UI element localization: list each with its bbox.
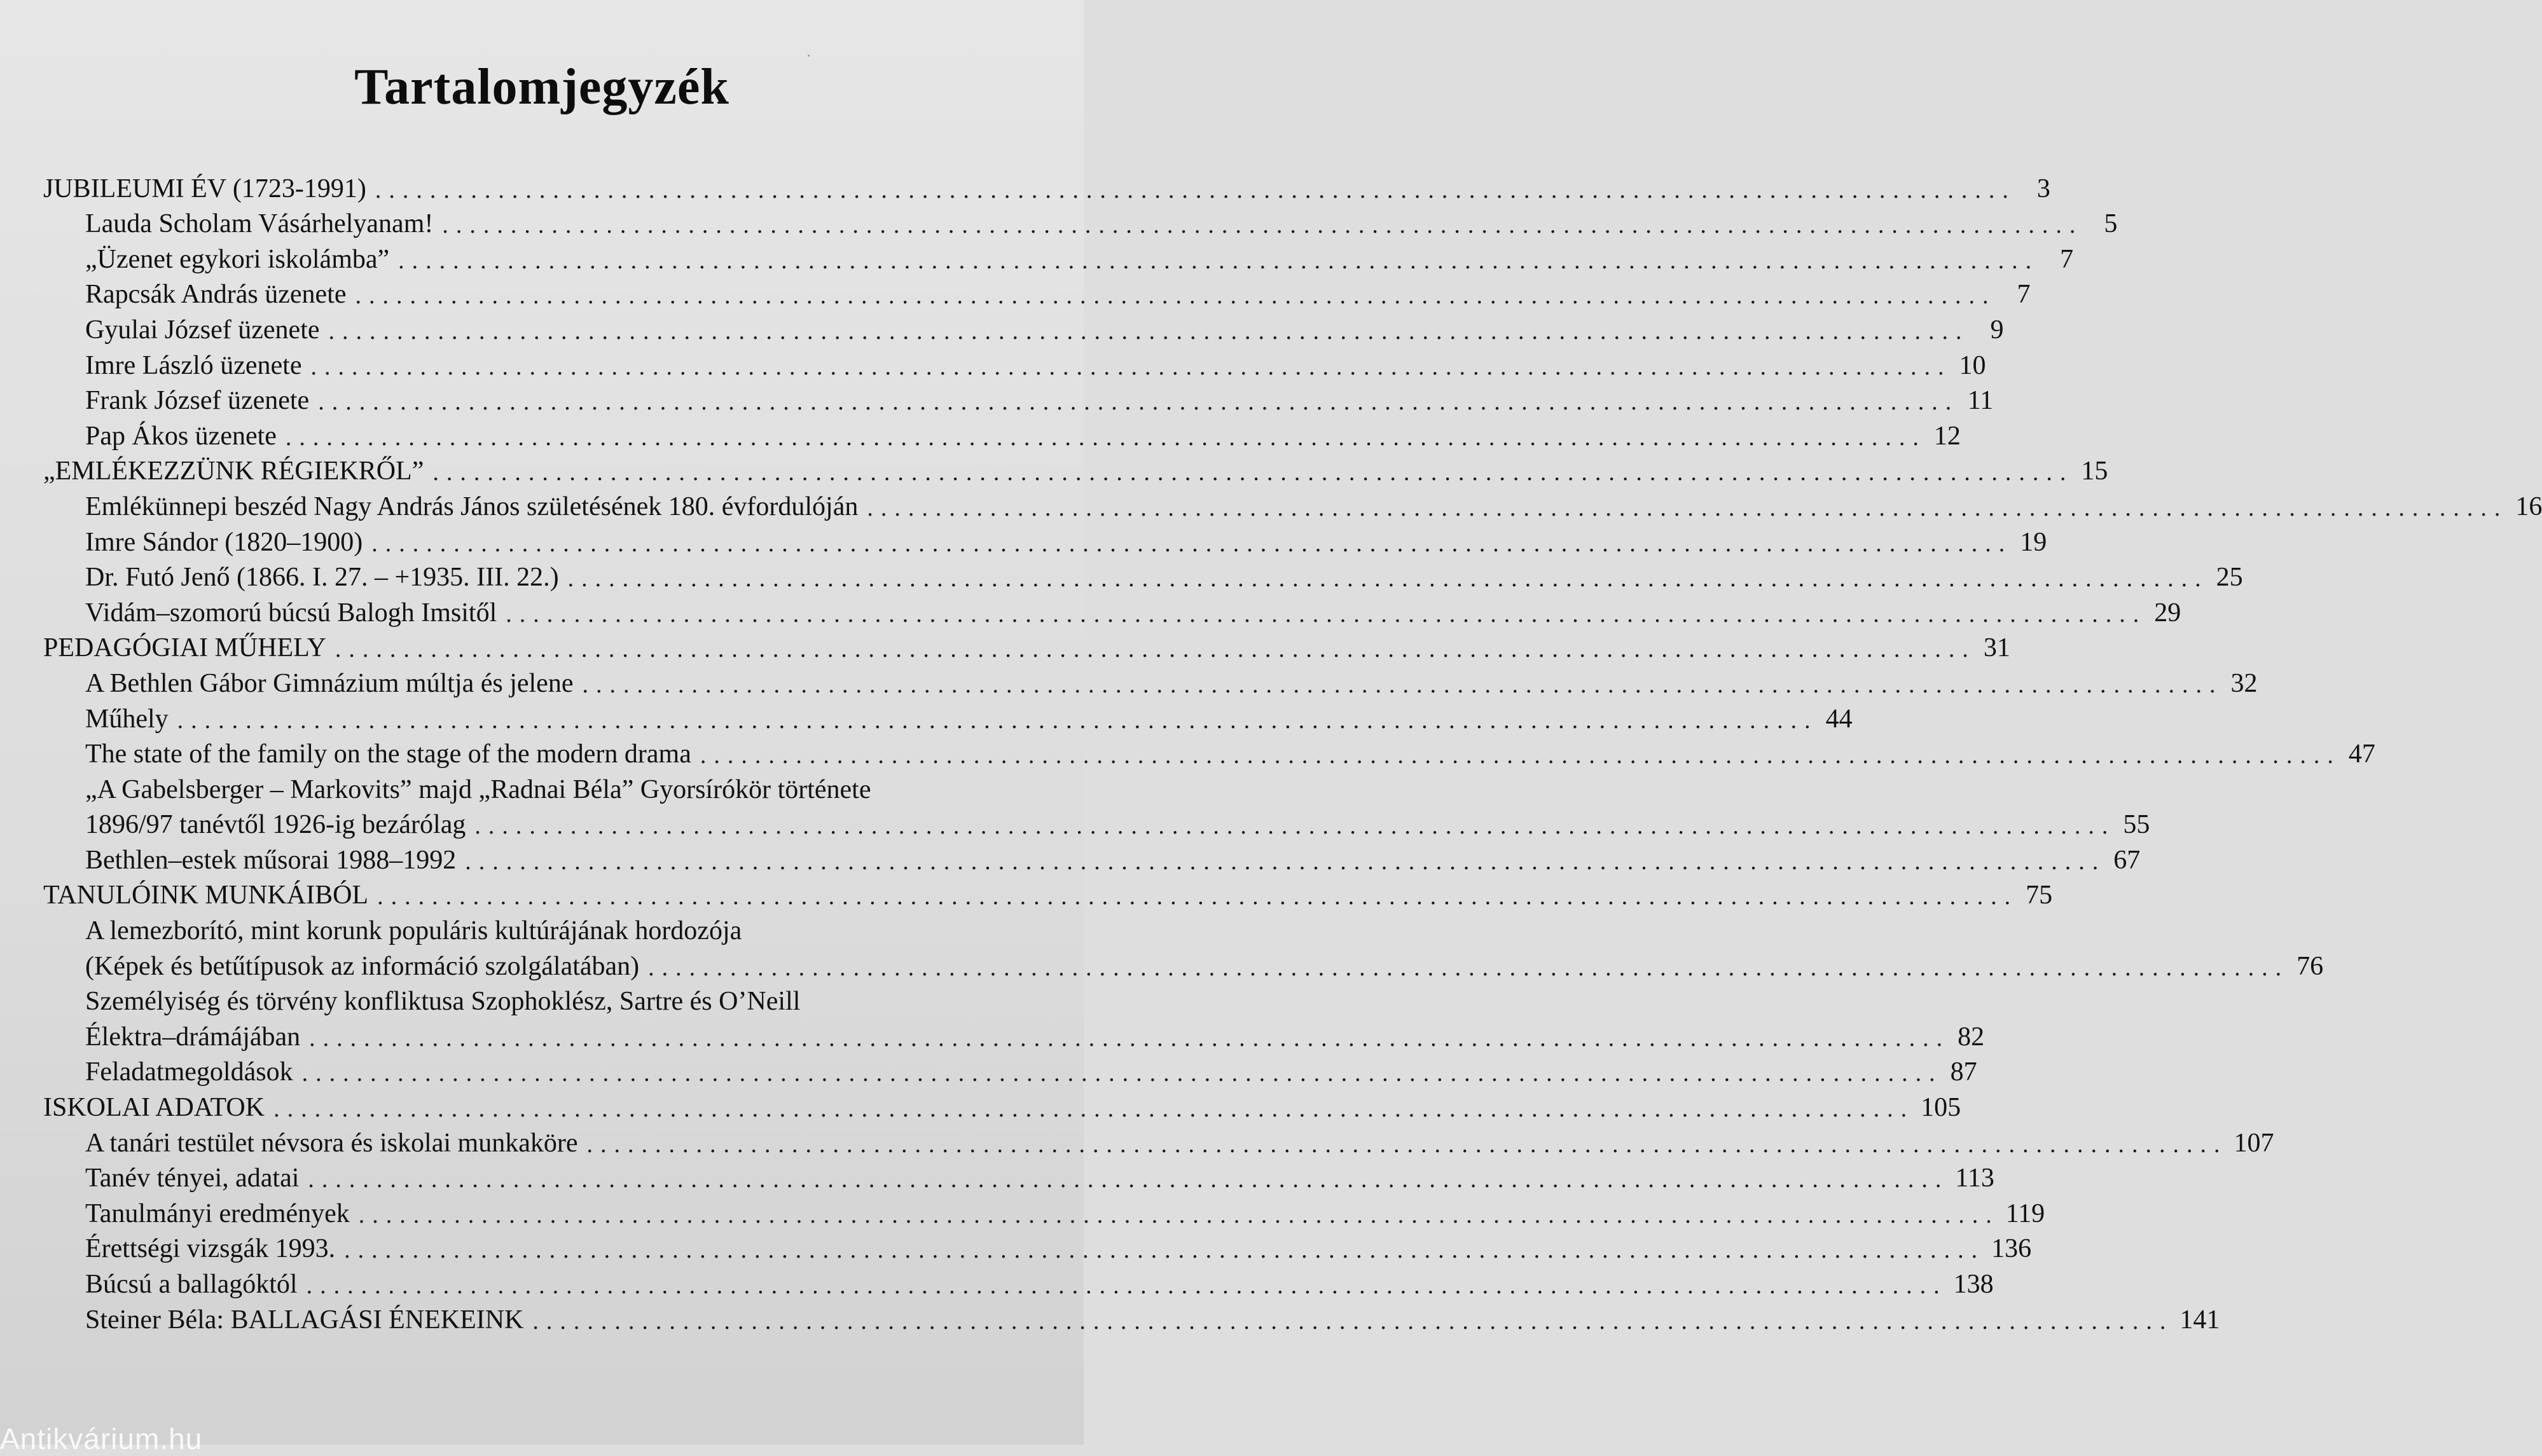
dot-leader: ........................................................................................................................ [432, 459, 2074, 486]
toc-page-number: 76 [2297, 951, 2324, 981]
toc-page-number: 82 [1958, 1022, 1985, 1052]
toc-page-number: 25 [2216, 563, 2243, 593]
toc-section [43, 626, 2010, 663]
table-of-contents [43, 167, 2542, 1335]
dot-leader: ........................................................................................................................ [442, 212, 2083, 239]
dot-leader: ........................................................................................................................ [335, 636, 1976, 663]
toc-page-number: 136 [1991, 1234, 2032, 1264]
toc-entry-title: A tanári testület névsora és iskolai munkaköre [85, 1128, 578, 1158]
toc-section [43, 874, 2053, 910]
toc-subentry [43, 980, 998, 1015]
toc-page-number: 19 [2020, 527, 2047, 557]
toc-page-number: 29 [2154, 598, 2181, 628]
toc-page-number: 44 [1825, 704, 1853, 734]
toc-subentry [43, 944, 2324, 981]
toc-entry-title: The state of the family on the stage of the modern drama [85, 739, 691, 769]
toc-entry-title: Rapcsák András üzenete [85, 280, 347, 310]
toc-entry-title: Vidám–szomorú búcsú Balogh Imsitől [85, 598, 497, 628]
toc-page-number: 138 [1953, 1270, 1994, 1299]
toc-entry-title: Személyiség és törvény konfliktusa Szophoklész, Sartre és O’Neill [85, 987, 801, 1017]
toc-page-number: 16 [2515, 491, 2542, 521]
toc-entry-title: Imre László üzenete [85, 350, 302, 380]
dot-leader: ........................................................................................................................ [308, 1166, 1949, 1193]
toc-subentry [43, 343, 1986, 380]
toc-subentry [43, 484, 2542, 521]
toc-page-number: 67 [2113, 845, 2141, 875]
toc-subentry [43, 414, 1961, 451]
toc-page-number: 75 [2026, 881, 2053, 910]
dot-leader: ........................................................................................................................ [867, 494, 2508, 521]
toc-page-number: 7 [2017, 280, 2031, 310]
toc-page-number: 105 [1921, 1093, 1961, 1123]
toc-subentry [43, 1262, 1994, 1299]
dot-leader: ........................................................................................................................ [465, 848, 2106, 875]
watermark-text: Antikvárium.hu [0, 1422, 203, 1455]
toc-page-number: 113 [1955, 1164, 1994, 1193]
toc-page-number: 87 [1950, 1057, 1977, 1087]
toc-page-number: 3 [2036, 174, 2050, 203]
dot-leader: ........................................................................................................................ [375, 176, 2016, 203]
toc-subentry [43, 838, 2141, 875]
dot-leader: ........................................................................................................................ [285, 423, 1926, 451]
dot-leader: ........................................................................................................................ [398, 247, 2040, 274]
toc-entry-title: Dr. Futó Jenő (1866. I. 27. – +1935. III. 22.) [85, 563, 559, 593]
toc-entry-title: „A Gabelsberger – Markovits” majd „Radnai Béla” Gyorsírókör története [85, 774, 871, 804]
toc-subentry [43, 732, 2375, 769]
toc-entry-title: Műhely [85, 704, 169, 734]
toc-page-number: 47 [2348, 739, 2375, 769]
toc-page-number: 32 [2230, 668, 2258, 698]
dot-leader: ........................................................................................................................ [358, 1201, 2000, 1228]
dot-leader: ........................................................................................................................ [474, 813, 2116, 840]
toc-subentry [43, 237, 2074, 274]
dot-leader: ........................................................................................................................ [532, 1307, 2174, 1335]
toc-entry-title: JUBILEUMI ÉV (1723-1991) [43, 174, 366, 203]
toc-subentry [43, 308, 2004, 345]
dot-leader: ........................................................................................................................ [567, 565, 2209, 593]
toc-entry-title: ISKOLAI ADATOK [43, 1093, 265, 1123]
toc-page-number: 7 [2060, 244, 2074, 274]
toc-subentry [43, 767, 998, 803]
toc-section [43, 450, 2108, 486]
toc-entry-title: Imre Sándor (1820–1900) [85, 527, 363, 557]
toc-page-number: 15 [2081, 457, 2108, 486]
toc-entry-title: Tanév tényei, adatai [85, 1164, 300, 1193]
toc-subentry [43, 591, 2181, 628]
toc-entry-title: Érettségi vizsgák 1993. [85, 1234, 336, 1264]
toc-subentry [43, 1298, 2220, 1335]
dot-leader: ........................................................................................................................ [328, 317, 1970, 345]
toc-subentry [43, 909, 998, 944]
toc-page-number: 141 [2179, 1305, 2220, 1335]
toc-page-number: 55 [2123, 810, 2150, 840]
toc-subentry [43, 273, 2031, 310]
toc-page-number: 10 [1959, 350, 1986, 380]
paper-speck [808, 55, 810, 57]
toc-entry-title: Pap Ákos üzenete [85, 421, 277, 451]
toc-page-number: 11 [1967, 386, 1994, 416]
dot-leader: ........................................................................................................................ [648, 954, 2290, 981]
toc-section [43, 167, 2050, 203]
toc-subentry [43, 556, 2243, 593]
dot-leader: ........................................................................................................................ [355, 282, 1996, 310]
toc-entry-title: Élektra–drámájában [85, 1022, 301, 1052]
toc-entry-title: „EMLÉKEZZÜNK RÉGIEKRŐL” [43, 457, 424, 486]
toc-section [43, 1085, 1961, 1123]
toc-entry-title: Frank József üzenete [85, 386, 310, 416]
toc-entry-title: Búcsú a ballagóktól [85, 1270, 298, 1299]
toc-entry-title: Emlékünnepi beszéd Nagy András János születésének 180. évfordulóján [85, 491, 859, 521]
toc-entry-title: TANULÓINK MUNKÁIBÓL [43, 881, 369, 910]
dot-leader: ........................................................................................................................ [309, 1024, 1951, 1052]
toc-subentry [43, 379, 1994, 416]
dot-leader: ........................................................................................................................ [586, 1130, 2228, 1158]
dot-leader: ........................................................................................................................ [177, 706, 1818, 734]
toc-subentry [43, 803, 2150, 840]
toc-entry-title: Lauda Scholam Vásárhelyanam! [85, 209, 434, 239]
toc-page-number: 119 [2005, 1198, 2045, 1228]
dot-leader: ........................................................................................................................ [377, 883, 2019, 910]
toc-subentry [43, 1015, 1985, 1052]
toc-entry-title: Tanulmányi eredmények [85, 1198, 350, 1228]
dot-leader: ........................................................................................................................ [582, 671, 2223, 698]
toc-subentry [43, 1157, 1994, 1193]
dot-leader: ........................................................................................................................ [371, 530, 2013, 557]
page-title: Tartalomjegyzék [354, 59, 729, 115]
toc-entry-title: Steiner Béla: BALLAGÁSI ÉNEKEINK [85, 1305, 524, 1335]
toc-page-number: 31 [1983, 633, 2010, 663]
toc-entry-title: Bethlen–estek műsorai 1988–1992 [85, 845, 457, 875]
dot-leader: ........................................................................................................................ [344, 1237, 1986, 1264]
dot-leader: ........................................................................................................................ [700, 742, 2341, 769]
toc-entry-title: A lemezborító, mint korunk populáris kultúrájának hordozója [85, 916, 742, 946]
toc-entry-title: „Üzenet egykori iskolámba” [85, 244, 390, 274]
toc-page-number: 9 [1990, 315, 2004, 345]
dot-leader: ........................................................................................................................ [301, 1060, 1943, 1087]
dot-leader: ........................................................................................................................ [506, 600, 2147, 628]
toc-page-number: 107 [2234, 1128, 2274, 1158]
toc-page-number: 12 [1933, 421, 1961, 451]
toc-entry-title: Gyulai József üzenete [85, 315, 320, 345]
dot-leader: ........................................................................................................................ [306, 1272, 1947, 1299]
dot-leader: ........................................................................................................................ [273, 1095, 1915, 1123]
toc-entry-title: Feladatmegoldások [85, 1057, 293, 1087]
toc-subentry [43, 697, 1853, 734]
toc-entry-title: 1896/97 tanévtől 1926-ig bezárólag [85, 810, 466, 840]
dot-leader: ........................................................................................................................ [318, 388, 1959, 416]
toc-subentry [43, 1227, 2032, 1264]
toc-subentry [43, 1121, 2274, 1158]
toc-entry-title: A Bethlen Gábor Gimnázium múltja és jelene [85, 668, 574, 698]
toc-subentry [43, 520, 2047, 557]
toc-subentry [43, 1192, 2045, 1228]
toc-subentry [43, 1050, 1977, 1087]
toc-subentry [43, 202, 2118, 239]
toc-page-number: 5 [2104, 209, 2118, 239]
dot-leader: ........................................................................................................................ [310, 353, 1952, 380]
toc-entry-title: PEDAGÓGIAI MŰHELY [43, 633, 326, 663]
toc-entry-title: (Képek és betűtípusok az információ szolgálatában) [85, 951, 640, 981]
toc-subentry [43, 661, 2258, 698]
